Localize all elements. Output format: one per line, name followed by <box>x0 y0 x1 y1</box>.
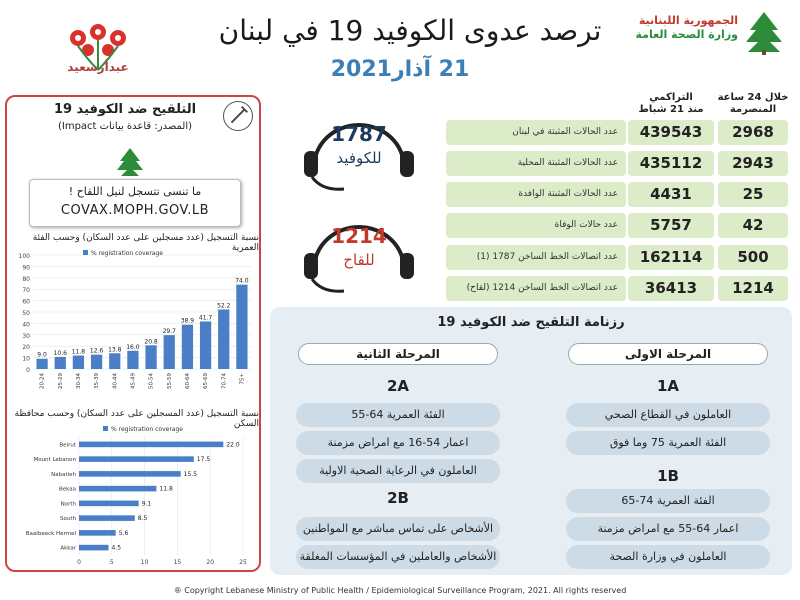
group-2a: 2A <box>386 377 410 395</box>
report-date: 21 آذار2021 <box>330 57 470 82</box>
bar-value-label: 52.2 <box>217 302 231 310</box>
reminder-text: ما تنسى تتسجل لنيل اللقاح ! <box>68 185 202 198</box>
header-cumulative-line1: التراكمي <box>649 92 693 103</box>
bar-value-label: 9.1 <box>141 500 152 508</box>
x-tick-label: 20-24 <box>39 373 46 389</box>
x-tick-label: 60-64 <box>184 373 191 389</box>
header-last-24h-line2: المنصرمة <box>729 104 777 115</box>
bar-value-label: 5.6 <box>118 529 129 537</box>
stat-label: عدد الحالات المثبتة الوافدة <box>446 182 626 207</box>
covid-hotline <box>284 105 434 195</box>
page-title: ترصد عدوى الكوفيد 19 في لبنان <box>218 14 602 47</box>
y-tick-label: Nabatieh <box>51 471 76 478</box>
legend-swatch <box>103 426 108 431</box>
y-tick-label: 30 <box>22 332 30 340</box>
bar-value-label: 4.5 <box>111 544 122 552</box>
bar <box>218 309 229 369</box>
stat-cumulative-value: 435112 <box>628 151 714 176</box>
stat-label: عدد اتصالات الخط الساخن 1787 (1) <box>446 245 626 270</box>
header-cumulative <box>628 92 714 116</box>
y-tick-label: South <box>60 516 76 523</box>
stat-24h-value: 42 <box>718 213 788 238</box>
group-1a-item: الفئة العمرية 75 وما فوق <box>566 431 770 455</box>
bar-value-label: 41.7 <box>198 314 213 322</box>
bar-value-label: 74.0 <box>235 277 249 285</box>
legend-label: % registration coverage <box>91 250 163 257</box>
bar-value-label: 17.5 <box>196 456 211 464</box>
bar <box>79 501 139 507</box>
bar-value-label: 10.6 <box>53 349 67 357</box>
x-tick-label: 50-54 <box>148 373 155 389</box>
group-1a: 1A <box>656 377 680 395</box>
bar <box>164 335 175 369</box>
y-tick-label: 0 <box>26 367 30 374</box>
vaccine-hotline-number: 1214 <box>331 224 387 248</box>
x-tick-label: 5 <box>109 559 114 566</box>
bar <box>145 345 156 369</box>
bar-value-label: 13.8 <box>108 346 122 354</box>
bar <box>79 530 116 536</box>
x-tick-label: 45-49 <box>130 373 137 389</box>
group-1a-item: العاملون في القطاع الصحي <box>566 403 770 427</box>
cedar-logo-icon <box>742 10 786 56</box>
y-tick-label: 60 <box>22 298 30 306</box>
x-tick-label: 70-74 <box>221 373 228 389</box>
x-tick-label: 25-29 <box>57 373 64 389</box>
y-tick-label: Beirut <box>59 442 76 449</box>
y-tick-label: 10 <box>22 355 30 363</box>
stat-24h-value: 500 <box>718 245 788 270</box>
ngo-name: عبدأرسعيد <box>67 60 129 74</box>
vaccination-panel-source: (المصدر: قاعدة بيانات Impact) <box>57 121 193 132</box>
bar <box>73 356 84 369</box>
bar <box>91 355 102 369</box>
bar-value-label: 11.8 <box>71 348 86 356</box>
vaccination-schedule <box>270 307 792 575</box>
y-tick-label: 80 <box>22 275 30 283</box>
group-2a-item: العاملون في الرعاية الصحية الاولية <box>296 459 500 483</box>
registration-reminder <box>29 179 241 227</box>
bar <box>79 545 109 551</box>
x-tick-label: 0 <box>77 559 81 566</box>
y-tick-label: 70 <box>22 287 30 295</box>
stat-cumulative-value: 36413 <box>628 276 714 301</box>
bar-value-label: 29.7 <box>162 328 176 336</box>
header-last-24h-line1: خلال 24 ساعة <box>717 92 789 103</box>
ministry-name <box>628 14 738 42</box>
bar <box>79 486 156 492</box>
x-tick-label: 25 <box>239 559 247 566</box>
x-tick-label: 15 <box>173 559 182 566</box>
bar <box>79 442 223 448</box>
ministry-line2: وزارة الصحة العامة <box>635 28 738 41</box>
header-last-24h <box>714 92 792 116</box>
age-registration-chart <box>11 247 257 397</box>
vaccine-hotline <box>284 207 434 297</box>
age-chart-title: نسبة التسجيل (عدد مسجلين على عدد السكان) وحسب الفئة العمرية <box>32 233 259 253</box>
bar <box>79 515 135 521</box>
x-tick-label: 55-59 <box>166 373 173 389</box>
x-tick-label: 75+ <box>239 373 246 385</box>
bar-value-label: 12.6 <box>89 347 104 355</box>
x-tick-label: 30-34 <box>75 373 82 389</box>
bar <box>182 325 193 369</box>
bar <box>200 321 211 369</box>
x-tick-label: 10 <box>140 559 149 566</box>
group-2b: 2B <box>387 489 409 507</box>
bar <box>36 359 47 369</box>
syringe-icon <box>223 101 253 131</box>
phase2-title: المرحلة الثانية <box>298 343 498 365</box>
covax-website-link[interactable]: COVAX.MOPH.GOV.LB <box>60 203 210 218</box>
region-chart-title: نسبة التسجيل (عدد المسجلين على عدد السكان) وحسب محافظة السكن <box>14 409 259 429</box>
stat-24h-value: 1214 <box>718 276 788 301</box>
bar-value-label: 22.0 <box>226 441 240 449</box>
copyright-footer: ® Copyright Lebanese Ministry of Public Health / Epidemiological Surveillance Program, 2021. All rights reserved <box>173 586 627 595</box>
covid-hotline-number: 1787 <box>331 122 387 146</box>
bar <box>236 285 247 369</box>
flowers-logo-icon <box>58 6 138 94</box>
group-1b-item: العاملون في وزارة الصحة <box>566 545 770 569</box>
bar-value-label: 15.5 <box>183 470 198 478</box>
legend-swatch <box>83 250 88 255</box>
group-1b-item: اعمار 64-55 مع امراض مزمنة <box>566 517 770 541</box>
cedar-small-icon <box>115 147 145 179</box>
x-tick-label: 20 <box>206 559 215 566</box>
y-tick-label: Mount Lebanon <box>33 457 76 464</box>
legend-label: % registration coverage <box>111 426 183 433</box>
bar-value-label: 11.8 <box>159 485 173 493</box>
bar-value-label: 16.0 <box>126 343 140 351</box>
group-2b-item: الأشخاص والعاملين في المؤسسات المغلقة <box>296 545 500 569</box>
vaccination-panel <box>5 95 261 572</box>
header-cumulative-line2: منذ 21 شباط <box>638 104 704 115</box>
stat-label: عدد الحالات المثبتة في لبنان <box>446 120 626 145</box>
stat-label: عدد اتصالات الخط الساخن 1214 (لقاح) <box>446 276 626 301</box>
phase1-title: المرحلة الاولى <box>568 343 768 365</box>
stat-label: عدد حالات الوفاة <box>446 213 626 238</box>
y-tick-label: 100 <box>18 253 30 260</box>
stat-24h-value: 2968 <box>718 120 788 145</box>
y-tick-label: Akkar <box>60 545 76 552</box>
y-tick-label: 90 <box>22 264 30 272</box>
ministry-line1: الجمهورية اللبنانية <box>638 14 738 27</box>
y-tick-label: 20 <box>22 344 30 352</box>
bar <box>109 353 120 369</box>
stat-label: عدد الحالات المثبتة المحلية <box>446 151 626 176</box>
y-tick-label: North <box>60 501 76 508</box>
stats-table <box>418 92 790 302</box>
group-2a-item: اعمار 54-16 مع امراض مزمنة <box>296 431 500 455</box>
stat-cumulative-value: 5757 <box>628 213 714 238</box>
y-tick-label: Baalbeeck Hermel <box>25 530 76 537</box>
x-tick-label: 35-39 <box>94 373 101 389</box>
y-tick-label: 50 <box>22 310 30 317</box>
stat-24h-value: 25 <box>718 182 788 207</box>
x-tick-label: 65-69 <box>203 373 210 389</box>
vaccine-hotline-label: للقاح <box>343 251 375 269</box>
bar-value-label: 20.8 <box>144 338 158 346</box>
bar-value-label: 9.0 <box>37 351 47 359</box>
bar <box>79 456 194 462</box>
bar-value-label: 38.9 <box>180 317 195 325</box>
stat-cumulative-value: 4431 <box>628 182 714 207</box>
group-1b: 1B <box>657 467 679 485</box>
y-tick-label: 40 <box>22 321 30 329</box>
covid-hotline-label: للكوفيد <box>336 149 382 167</box>
y-tick-label: Bekaa <box>59 486 76 493</box>
bar-value-label: 8.5 <box>137 515 148 523</box>
region-registration-chart <box>11 423 257 571</box>
stat-cumulative-value: 162114 <box>628 245 714 270</box>
stat-cumulative-value: 439543 <box>628 120 714 145</box>
schedule-title: رزنامة التلقيح ضد الكوفيد 19 <box>437 315 625 330</box>
bar <box>79 471 181 477</box>
x-tick-label: 40-44 <box>112 373 119 389</box>
bar <box>127 351 138 369</box>
group-2a-item: الفئة العمرية 64-55 <box>296 403 500 427</box>
group-2b-item: الأشخاص على تماس مباشر مع المواطنين <box>296 517 500 541</box>
bar <box>55 357 66 369</box>
group-1b-item: الفئة العمرية 74-65 <box>566 489 770 513</box>
vaccination-panel-title: التلقيح ضد الكوفيد 19 <box>53 102 197 117</box>
stat-24h-value: 2943 <box>718 151 788 176</box>
